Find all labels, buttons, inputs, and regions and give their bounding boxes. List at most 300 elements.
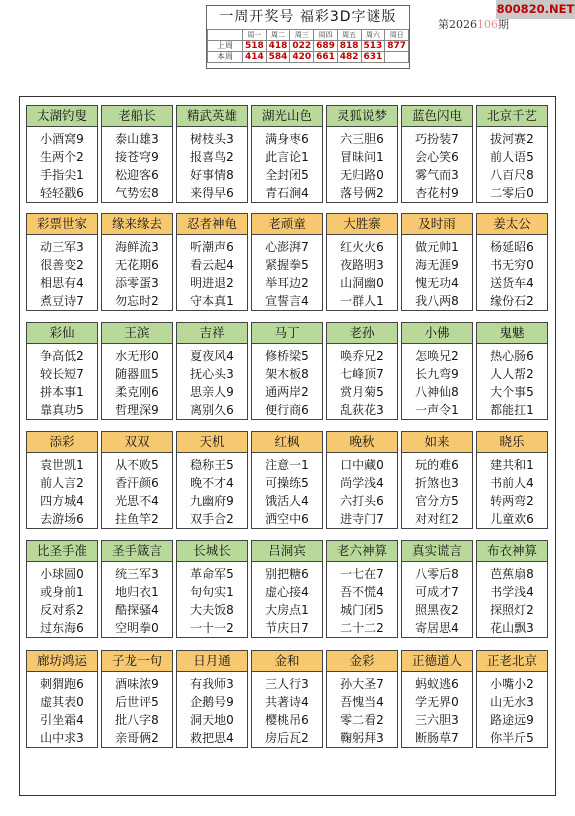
riddle-card	[401, 431, 473, 529]
draw-number: 482	[337, 52, 361, 63]
riddle-line: 长九弯9	[415, 367, 459, 381]
riddle-line: 无归路0	[340, 168, 384, 182]
riddle-lines	[327, 453, 397, 528]
riddle-lines	[27, 453, 97, 528]
author-name: 小佛	[402, 323, 472, 344]
riddle-line: 玩的难6	[415, 458, 459, 472]
riddle-line: 很善变2	[40, 258, 84, 272]
riddle-grid	[19, 96, 556, 796]
riddle-line: 送货车4	[490, 276, 534, 290]
riddle-line: 明进退2	[190, 276, 234, 290]
riddle-lines	[102, 453, 172, 528]
riddle-line: 引坐霜4	[40, 713, 84, 727]
riddle-card	[476, 213, 548, 311]
riddle-card	[26, 650, 98, 748]
author-name: 天机	[177, 432, 247, 453]
riddle-card	[251, 105, 323, 203]
riddle-line: 双手合2	[190, 512, 234, 526]
riddle-lines	[102, 344, 172, 419]
riddle-card	[326, 431, 398, 529]
riddle-card	[101, 322, 173, 420]
riddle-line: 饿活人4	[265, 494, 309, 508]
riddle-line: 看云起4	[190, 258, 234, 272]
day-header-row	[208, 30, 409, 41]
riddle-line: 去游场6	[40, 512, 84, 526]
riddle-card	[101, 650, 173, 748]
riddle-line: 芭蕉扇8	[490, 567, 534, 581]
riddle-lines	[177, 672, 247, 747]
riddle-card	[176, 105, 248, 203]
riddle-line: 城门闭5	[340, 603, 384, 617]
riddle-line: 三人行3	[265, 677, 309, 691]
riddle-line: 折煞也3	[415, 476, 459, 490]
riddle-card	[251, 540, 323, 638]
riddle-line: 满身枣6	[265, 132, 309, 146]
draw-number: 022	[290, 41, 314, 52]
riddle-lines	[102, 235, 172, 310]
riddle-line: 零二看2	[340, 713, 384, 727]
draw-number: 689	[314, 41, 338, 52]
riddle-card	[176, 540, 248, 638]
period-suffix: 期	[498, 18, 509, 31]
riddle-line: 相思有4	[40, 276, 84, 290]
riddle-lines	[252, 235, 322, 310]
riddle-line: 建共和1	[490, 458, 534, 472]
riddle-lines	[102, 562, 172, 637]
riddle-line: 后世评5	[115, 695, 159, 709]
riddle-line: 一声令1	[415, 403, 459, 417]
riddle-line: 学无界0	[415, 695, 459, 709]
draw-number: 418	[266, 41, 290, 52]
riddle-line: 前人语5	[490, 150, 534, 164]
author-name: 缘来缘去	[102, 214, 172, 235]
riddle-card	[326, 322, 398, 420]
riddle-line: 动三军3	[40, 240, 84, 254]
riddle-card	[101, 213, 173, 311]
riddle-line: 架木板8	[265, 367, 309, 381]
riddle-line: 房后瓦2	[265, 731, 309, 745]
riddle-line: 山中求3	[40, 731, 84, 745]
header-title: 一周开奖号 福彩3D字谜版	[219, 9, 397, 25]
riddle-line: 拔河赛2	[490, 132, 534, 146]
riddle-line: 杨延昭6	[490, 240, 534, 254]
riddle-line: 赏月菊5	[340, 385, 384, 399]
riddle-line: 离别久6	[190, 403, 234, 417]
riddle-line: 有我师3	[190, 677, 234, 691]
riddle-lines	[27, 562, 97, 637]
riddle-line: 二零后0	[490, 186, 534, 200]
riddle-line: 举耳边2	[265, 276, 309, 290]
riddle-card	[101, 105, 173, 203]
riddle-line: 孙大圣7	[340, 677, 384, 691]
riddle-line: 听潮声6	[190, 240, 234, 254]
riddle-line: 晚不才4	[190, 476, 234, 490]
riddle-lines	[27, 235, 97, 310]
riddle-line: 勿忘时2	[115, 294, 159, 308]
riddle-line: 水无形0	[115, 349, 159, 363]
riddle-line: 四方城4	[40, 494, 84, 508]
riddle-card	[176, 213, 248, 311]
riddle-line: 海鲜流3	[115, 240, 159, 254]
riddle-card	[26, 105, 98, 203]
day-label: 周三	[290, 30, 314, 41]
author-name: 子龙一句	[102, 651, 172, 672]
author-name: 太湖钓叟	[27, 106, 97, 127]
riddle-lines	[252, 127, 322, 202]
riddle-line: 缘份石2	[490, 294, 534, 308]
riddle-line: 一七在7	[340, 567, 384, 581]
riddle-lines	[177, 562, 247, 637]
riddle-line: 共著诗4	[265, 695, 309, 709]
riddle-line: 空明拳0	[115, 621, 159, 635]
riddle-line: 批八字8	[115, 713, 159, 727]
riddle-card	[176, 322, 248, 420]
riddle-line: 煮豆诗7	[40, 294, 84, 308]
riddle-line: 轻轻戳6	[40, 186, 84, 200]
riddle-line: 生两个2	[40, 150, 84, 164]
riddle-line: 愧无功4	[415, 276, 459, 290]
riddle-lines	[402, 453, 472, 528]
author-name: 彩仙	[27, 323, 97, 344]
riddle-card	[476, 105, 548, 203]
riddle-line: 全封闭5	[265, 168, 309, 182]
day-label: 周一	[243, 30, 267, 41]
author-name: 正老北京	[477, 651, 547, 672]
riddle-line: 唤乔兄2	[340, 349, 384, 363]
riddle-card	[26, 431, 98, 529]
day-label: 周四	[314, 30, 338, 41]
riddle-line: 热心肠6	[490, 349, 534, 363]
riddle-lines	[177, 235, 247, 310]
riddle-line: 探照灯2	[490, 603, 534, 617]
riddle-line: 一十一2	[190, 621, 234, 635]
riddle-line: 你半斤5	[490, 731, 534, 745]
riddle-line: 从不败5	[115, 458, 159, 472]
riddle-card	[251, 213, 323, 311]
riddle-line: 企鹅号9	[190, 695, 234, 709]
draw-number: 661	[314, 52, 338, 63]
period-number: 106	[477, 18, 498, 31]
draw-number: 631	[361, 52, 385, 63]
riddle-lines	[477, 672, 547, 747]
riddle-line: 反对系2	[40, 603, 84, 617]
riddle-card	[251, 431, 323, 529]
riddle-line: 夜路明3	[340, 258, 384, 272]
row-label: 本周	[208, 52, 243, 63]
riddle-line: 书无穷0	[490, 258, 534, 272]
riddle-line: 进寺门7	[340, 512, 384, 526]
riddle-line: 袁世凯1	[40, 458, 84, 472]
riddle-line: 冒昧问1	[340, 150, 384, 164]
riddle-line: 大房点1	[265, 603, 309, 617]
day-label: 周二	[266, 30, 290, 41]
riddle-line: 心澎湃7	[265, 240, 309, 254]
author-name: 湖光山色	[252, 106, 322, 127]
riddle-line: 八百尺8	[490, 168, 534, 182]
riddle-lines	[327, 127, 397, 202]
riddle-lines	[327, 344, 397, 419]
riddle-line: 红火火6	[340, 240, 384, 254]
riddle-card	[476, 431, 548, 529]
riddle-line: 二十二2	[340, 621, 384, 635]
riddle-line: 断肠草7	[415, 731, 459, 745]
riddle-line: 尚学浅4	[340, 476, 384, 490]
riddle-card	[401, 540, 473, 638]
author-name: 晓乐	[477, 432, 547, 453]
riddle-line: 亲哥俩2	[115, 731, 159, 745]
riddle-lines	[252, 344, 322, 419]
riddle-line: 宣誓言4	[265, 294, 309, 308]
riddle-card	[101, 540, 173, 638]
day-label: 周六	[361, 30, 385, 41]
riddle-line: 七峰顶7	[340, 367, 384, 381]
riddle-lines	[327, 672, 397, 747]
riddle-line: 洒空中6	[265, 512, 309, 526]
riddle-line: 手指尖1	[40, 168, 84, 182]
riddle-line: 夏夜风4	[190, 349, 234, 363]
author-name: 彩票世家	[27, 214, 97, 235]
riddle-line: 口中藏0	[340, 458, 384, 472]
riddle-line: 柔克刚6	[115, 385, 159, 399]
riddle-line: 洞天地0	[190, 713, 234, 727]
riddle-lines	[27, 672, 97, 747]
riddle-line: 统三军3	[115, 567, 159, 581]
draw-number	[385, 52, 409, 63]
riddle-line: 紧握拳5	[265, 258, 309, 272]
riddle-line: 较长短7	[40, 367, 84, 381]
riddle-line: 救把思4	[190, 731, 234, 745]
riddle-card	[251, 650, 323, 748]
author-name: 大胜寨	[327, 214, 397, 235]
riddle-line: 香汗颜6	[115, 476, 159, 490]
riddle-line: 哲理深9	[115, 403, 159, 417]
riddle-card	[326, 105, 398, 203]
author-name: 精武英雄	[177, 106, 247, 127]
author-name: 金和	[252, 651, 322, 672]
author-name: 长城长	[177, 541, 247, 562]
riddle-line: 稳称王5	[190, 458, 234, 472]
author-name: 马丁	[252, 323, 322, 344]
author-name: 北京千艺	[477, 106, 547, 127]
riddle-line: 儿童欢6	[490, 512, 534, 526]
author-name: 添彩	[27, 432, 97, 453]
riddle-card	[26, 540, 98, 638]
riddle-card	[101, 431, 173, 529]
riddle-line: 句句实1	[190, 585, 234, 599]
riddle-line: 此言论1	[265, 150, 309, 164]
riddle-line: 巧扮装7	[415, 132, 459, 146]
riddle-line: 注意一1	[265, 458, 309, 472]
riddle-line: 泰山雄3	[115, 132, 159, 146]
riddle-line: 思亲人9	[190, 385, 234, 399]
riddle-line: 守本真1	[190, 294, 234, 308]
last-week-row	[208, 41, 409, 52]
riddle-card	[26, 213, 98, 311]
row-label: 上周	[208, 41, 243, 52]
riddle-line: 酒味浓9	[115, 677, 159, 691]
riddle-line: 接苍穹9	[115, 150, 159, 164]
riddle-line: 人人帮2	[490, 367, 534, 381]
author-name: 老六神算	[327, 541, 397, 562]
riddle-line: 寄居思4	[415, 621, 459, 635]
author-name: 双双	[102, 432, 172, 453]
riddle-lines	[252, 453, 322, 528]
day-label: 周日	[385, 30, 409, 41]
weekly-draw-table	[207, 29, 409, 63]
author-name: 及时雨	[402, 214, 472, 235]
author-name: 蓝色闪电	[402, 106, 472, 127]
riddle-line: 小嘴小2	[490, 677, 534, 691]
riddle-line: 气势宏8	[115, 186, 159, 200]
riddle-lines	[402, 344, 472, 419]
riddle-lines	[402, 562, 472, 637]
riddle-line: 九幽府9	[190, 494, 234, 508]
period-label	[438, 16, 509, 32]
riddle-lines	[402, 672, 472, 747]
riddle-card	[401, 213, 473, 311]
draw-number: 584	[266, 52, 290, 63]
riddle-line: 做元帅1	[415, 240, 459, 254]
riddle-lines	[477, 562, 547, 637]
riddle-line: 靠真功5	[40, 403, 84, 417]
riddle-line: 小酒窝9	[40, 132, 84, 146]
riddle-lines	[327, 562, 397, 637]
riddle-line: 拼本事1	[40, 385, 84, 399]
riddle-line: 怎唤兄2	[415, 349, 459, 363]
riddle-line: 酷探骚4	[115, 603, 159, 617]
author-name: 老船长	[102, 106, 172, 127]
author-name: 王滨	[102, 323, 172, 344]
riddle-line: 报喜鸟2	[190, 150, 234, 164]
riddle-line: 八神仙8	[415, 385, 459, 399]
period-prefix: 第2026	[438, 18, 477, 31]
author-name: 灵狐说梦	[327, 106, 397, 127]
riddle-line: 路途远9	[490, 713, 534, 727]
author-name: 鬼魅	[477, 323, 547, 344]
riddle-lines	[27, 127, 97, 202]
riddle-line: 可操练5	[265, 476, 309, 490]
riddle-line: 拄鱼竿2	[115, 512, 159, 526]
riddle-line: 无花期6	[115, 258, 159, 272]
riddle-card	[476, 322, 548, 420]
riddle-line: 添零蛋3	[115, 276, 159, 290]
riddle-card	[326, 540, 398, 638]
riddle-card	[176, 431, 248, 529]
riddle-line: 或身前1	[40, 585, 84, 599]
riddle-lines	[177, 344, 247, 419]
riddle-lines	[327, 235, 397, 310]
riddle-line: 书前人4	[490, 476, 534, 490]
riddle-card	[401, 105, 473, 203]
riddle-line: 吾不慌4	[340, 585, 384, 599]
riddle-line: 杏花村9	[415, 186, 459, 200]
riddle-lines	[477, 235, 547, 310]
riddle-line: 刺猬跑6	[40, 677, 84, 691]
riddle-line: 一群人1	[340, 294, 384, 308]
riddle-line: 山洞幽0	[340, 276, 384, 290]
riddle-line: 花山飘3	[490, 621, 534, 635]
riddle-line: 光思不4	[115, 494, 159, 508]
riddle-card	[251, 322, 323, 420]
draw-number: 877	[385, 41, 409, 52]
riddle-line: 都能扛1	[490, 403, 534, 417]
riddle-lines	[477, 127, 547, 202]
draw-number: 513	[361, 41, 385, 52]
riddle-line: 三六胆3	[415, 713, 459, 727]
author-name: 老顽童	[252, 214, 322, 235]
draw-number: 420	[290, 52, 314, 63]
riddle-line: 对对红2	[415, 512, 459, 526]
riddle-line: 来得早6	[190, 186, 234, 200]
riddle-line: 地归衣1	[115, 585, 159, 599]
draw-number: 818	[337, 41, 361, 52]
author-name: 晚秋	[327, 432, 397, 453]
riddle-line: 樱桃吊6	[265, 713, 309, 727]
riddle-line: 六打头6	[340, 494, 384, 508]
author-name: 姜太公	[477, 214, 547, 235]
riddle-lines	[402, 235, 472, 310]
riddle-card	[326, 213, 398, 311]
weekly-draw-header	[206, 5, 410, 69]
riddle-line: 通两岸2	[265, 385, 309, 399]
riddle-line: 松迎客6	[115, 168, 159, 182]
riddle-card	[476, 650, 548, 748]
riddle-card	[401, 322, 473, 420]
riddle-line: 节庆日7	[265, 621, 309, 635]
draw-number: 518	[243, 41, 267, 52]
author-name: 真实谎言	[402, 541, 472, 562]
riddle-lines	[177, 453, 247, 528]
author-name: 红枫	[252, 432, 322, 453]
riddle-lines	[402, 127, 472, 202]
riddle-line: 我八两8	[415, 294, 459, 308]
day-label: 周五	[337, 30, 361, 41]
riddle-card	[401, 650, 473, 748]
riddle-line: 照黑夜2	[415, 603, 459, 617]
riddle-lines	[477, 344, 547, 419]
riddle-line: 好事情8	[190, 168, 234, 182]
riddle-line: 虚其表0	[40, 695, 84, 709]
author-name: 廊坊鸿运	[27, 651, 97, 672]
riddle-card	[176, 650, 248, 748]
riddle-line: 青石涧4	[265, 186, 309, 200]
riddle-card	[326, 650, 398, 748]
riddle-line: 别把糖6	[265, 567, 309, 581]
riddle-line: 书学浅4	[490, 585, 534, 599]
author-name: 吉祥	[177, 323, 247, 344]
riddle-line: 革命军5	[190, 567, 234, 581]
riddle-line: 修桥梁5	[265, 349, 309, 363]
author-name: 吕洞宾	[252, 541, 322, 562]
riddle-line: 随器皿5	[115, 367, 159, 381]
author-name: 金彩	[327, 651, 397, 672]
riddle-line: 虚心接4	[265, 585, 309, 599]
riddle-lines	[252, 562, 322, 637]
riddle-lines	[27, 344, 97, 419]
riddle-line: 落号俩2	[340, 186, 384, 200]
riddle-line: 吾愧当4	[340, 695, 384, 709]
riddle-lines	[477, 453, 547, 528]
author-name: 布衣神算	[477, 541, 547, 562]
riddle-lines	[102, 127, 172, 202]
riddle-card	[26, 322, 98, 420]
riddle-line: 抚心头3	[190, 367, 234, 381]
author-name: 日月通	[177, 651, 247, 672]
author-name: 如来	[402, 432, 472, 453]
riddle-line: 官分方5	[415, 494, 459, 508]
riddle-line: 八零后8	[415, 567, 459, 581]
riddle-line: 转两弯2	[490, 494, 534, 508]
